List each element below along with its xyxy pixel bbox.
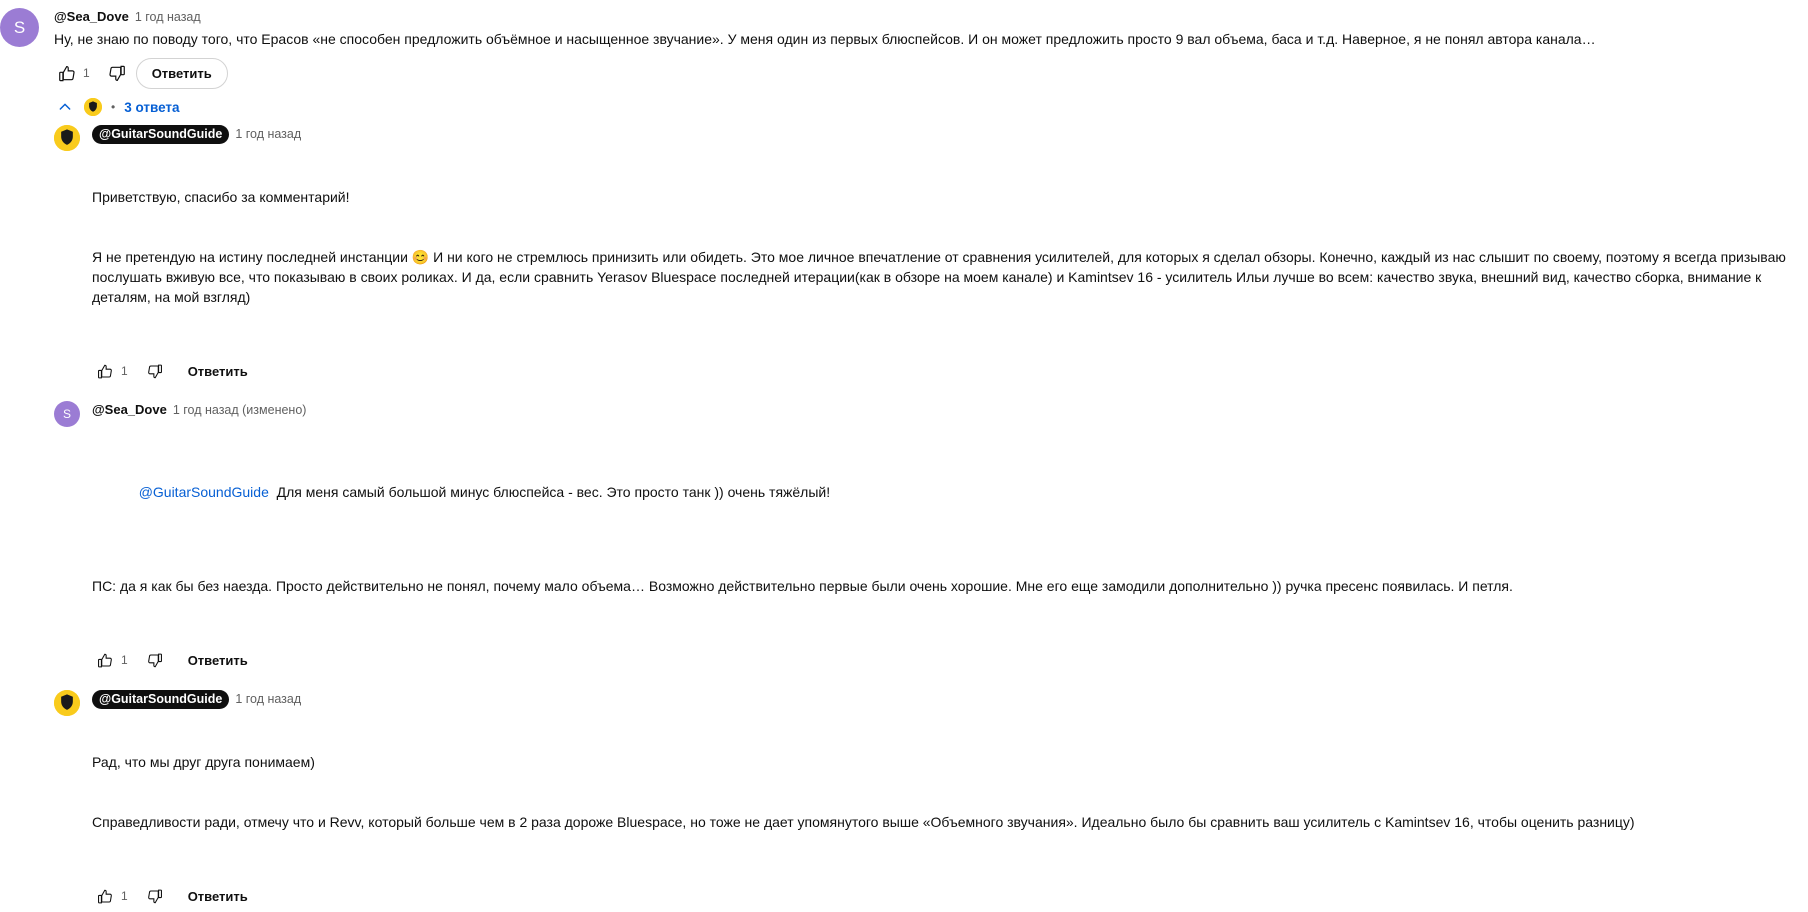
replies-toggle[interactable]	[54, 95, 1808, 119]
comment-paragraph: Я не претендую на истину последней инстанции 😊 И ни кого не стремлюсь принизить или обидеть. Это мое личное впечатление от сравнения усилителей, для которых я сделал обзоры. Конечно, каждый из нас слышит по своему, поэтому я всегда призываю послушать вживую все, что показываю в своих роликах. И да, если сравнить Yerasov Bluespace последней итерации(как в обзоре на моем канале) и Kamintsev 16 - усилитель Ильи лучше во всем: качество звука, внешний вид, качество сборка, внимание к деталям, на мой взгляд)	[92, 249, 1790, 305]
reply-button[interactable]: Ответить	[136, 58, 228, 89]
comment-meta	[92, 690, 1808, 709]
comment-meta	[54, 8, 1808, 26]
comment-paragraph	[92, 462, 1808, 522]
chevron-up-icon[interactable]	[54, 96, 76, 118]
like-count: 1	[121, 889, 128, 903]
replies-list	[54, 125, 1808, 912]
comment-actions	[92, 644, 1808, 676]
comment-text	[92, 147, 1808, 347]
thumb-down-icon[interactable]	[142, 883, 168, 909]
avatar[interactable]	[54, 401, 80, 427]
avatar[interactable]	[54, 125, 80, 151]
avatar-letter: S	[62, 407, 71, 421]
thumb-up-icon[interactable]	[92, 358, 118, 384]
comment-text: Ну, не знаю по поводу того, что Ерасов «не способен предложить объёмное и насыщенное звучание». У меня один из первых блюспейсов. И он может предложить просто 9 вал объема, баса и т.д. Наверное, я не понял автора канала…	[54, 31, 1596, 47]
replier-avatar	[84, 98, 102, 116]
thumb-down-icon[interactable]	[142, 358, 168, 384]
like-count: 1	[83, 66, 90, 80]
thumb-down-icon[interactable]	[104, 60, 130, 86]
comment-timestamp[interactable]: 1 год назад (изменено)	[172, 403, 307, 417]
top-level-comment	[0, 0, 1808, 89]
reply-item	[54, 125, 1808, 387]
thumb-down-icon[interactable]	[142, 647, 168, 673]
thumb-up-icon[interactable]	[92, 883, 118, 909]
comment-timestamp[interactable]: 1 год назад	[235, 127, 302, 141]
comment-author[interactable]: @Sea_Dove	[92, 402, 167, 417]
replies-count-label[interactable]: 3 ответа	[124, 99, 180, 115]
comment-paragraph: Рад, что мы друг друга понимаем)	[92, 754, 315, 770]
reply-item	[54, 401, 1808, 676]
mention-link[interactable]: @GuitarSoundGuide	[138, 484, 269, 500]
reply-button[interactable]: Ответить	[187, 652, 248, 668]
comment-actions	[92, 880, 1808, 912]
comment-body	[92, 401, 1808, 676]
comment-paragraph: Справедливости ради, отмечу что и Revv, который больше чем в 2 раза дороже Bluespace, но тоже не дает упомянутого выше «Объемного звучания». Идеально было бы сравнить ваш усилитель с Kamintsev 16, чтобы оценить разницу)	[92, 814, 1635, 830]
comment-meta	[92, 401, 1808, 419]
comment-body	[92, 690, 1808, 912]
comment-timestamp[interactable]: 1 год назад	[235, 692, 302, 706]
comment-body	[54, 8, 1808, 89]
thumb-up-icon[interactable]	[54, 60, 80, 86]
separator-dot: •	[111, 100, 116, 114]
comment-author[interactable]: @GuitarSoundGuide	[92, 125, 229, 144]
comment-author[interactable]: @GuitarSoundGuide	[92, 690, 229, 709]
avatar-letter: S	[13, 17, 26, 37]
like-count: 1	[121, 364, 128, 378]
like-count: 1	[121, 653, 128, 667]
reply-item	[54, 690, 1808, 912]
comment-paragraph: Приветствую, спасибо за комментарий!	[92, 189, 350, 205]
comment-actions	[54, 57, 1808, 89]
comment-text	[92, 712, 1808, 872]
thumb-up-icon[interactable]	[92, 647, 118, 673]
comment-author[interactable]: @Sea_Dove	[54, 9, 129, 24]
reply-button[interactable]: Ответить	[187, 363, 248, 379]
comment-text	[92, 422, 1808, 636]
comment-timestamp[interactable]: 1 год назад	[134, 10, 201, 24]
comment-paragraph-text: Для меня самый большой минус блюспейса - вес. Это просто танк )) очень тяжёлый!	[268, 484, 831, 500]
comment-actions	[92, 355, 1808, 387]
comment-meta	[92, 125, 1808, 144]
reply-button[interactable]: Ответить	[187, 888, 248, 904]
comment-body	[92, 125, 1808, 387]
avatar[interactable]	[0, 8, 39, 47]
comment-paragraph: ПС: да я как бы без наезда. Просто действительно не понял, почему мало объема… Возможно действительно первые были очень хорошие. Мне его еще замодили дополнительно )) ручка пресенс появилась. И петля.	[92, 578, 1513, 594]
avatar[interactable]	[54, 690, 80, 716]
